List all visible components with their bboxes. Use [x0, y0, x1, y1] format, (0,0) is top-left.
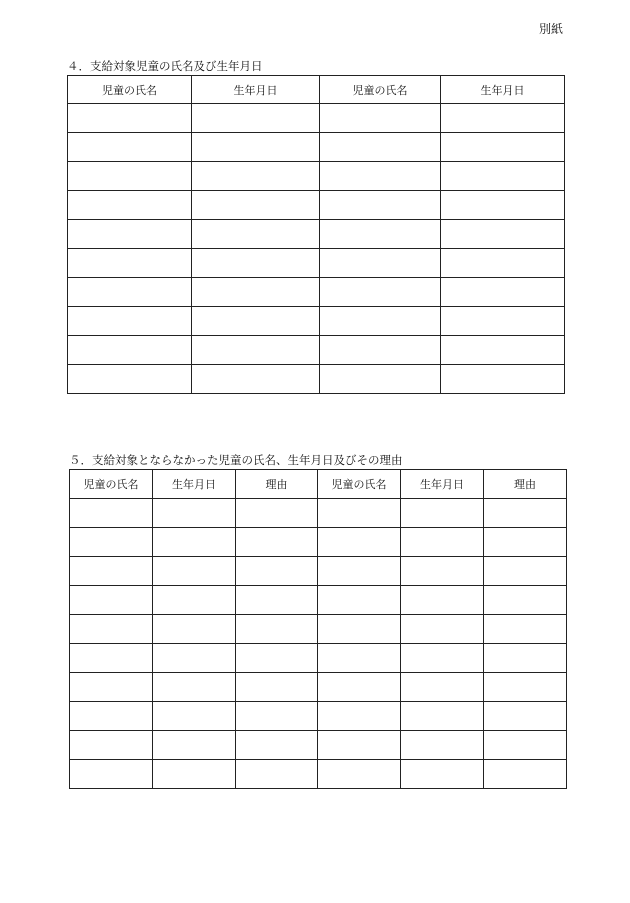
child-name-cell[interactable]: [320, 365, 441, 394]
birth-date-cell[interactable]: [192, 336, 320, 365]
child-name-cell[interactable]: [70, 557, 153, 586]
child-name-cell[interactable]: [68, 336, 192, 365]
reason-cell[interactable]: [236, 499, 318, 528]
child-name-cell[interactable]: [68, 191, 192, 220]
birth-date-cell[interactable]: [441, 104, 565, 133]
table-row: [70, 586, 567, 615]
header-birth-date: 生年月日: [153, 470, 236, 499]
birth-date-cell[interactable]: [401, 557, 484, 586]
header-child-name: 児童の氏名: [70, 470, 153, 499]
reason-cell[interactable]: [484, 702, 567, 731]
birth-date-cell[interactable]: [192, 104, 320, 133]
birth-date-cell[interactable]: [192, 162, 320, 191]
child-name-cell[interactable]: [70, 528, 153, 557]
reason-cell[interactable]: [236, 760, 318, 789]
table-header-row: [68, 76, 565, 104]
birth-date-cell[interactable]: [401, 615, 484, 644]
child-name-cell[interactable]: [70, 499, 153, 528]
header-reason: 理由: [484, 470, 567, 499]
birth-date-cell[interactable]: [441, 191, 565, 220]
child-name-cell[interactable]: [320, 307, 441, 336]
table-row: [70, 673, 567, 702]
child-name-cell[interactable]: [68, 133, 192, 162]
birth-date-cell[interactable]: [441, 336, 565, 365]
table-row: [70, 760, 567, 789]
birth-date-cell[interactable]: [401, 702, 484, 731]
reason-cell[interactable]: [484, 499, 567, 528]
reason-cell[interactable]: [236, 644, 318, 673]
child-name-cell[interactable]: [70, 586, 153, 615]
child-name-cell[interactable]: [318, 499, 401, 528]
table-row: [68, 336, 565, 365]
table-row: [68, 307, 565, 336]
table-row: [70, 557, 567, 586]
birth-date-cell[interactable]: [441, 278, 565, 307]
birth-date-cell[interactable]: [441, 307, 565, 336]
child-name-cell[interactable]: [320, 162, 441, 191]
table-row: [68, 249, 565, 278]
reason-cell[interactable]: [484, 673, 567, 702]
birth-date-cell[interactable]: [153, 557, 236, 586]
birth-date-cell[interactable]: [401, 499, 484, 528]
table-row: [68, 162, 565, 191]
table-row: [68, 278, 565, 307]
child-name-cell[interactable]: [318, 528, 401, 557]
section-5-title: ５．支給対象とならなかった児童の氏名、生年月日及びその理由: [69, 453, 403, 467]
attachment-label: 別紙: [539, 22, 564, 36]
reason-cell[interactable]: [236, 557, 318, 586]
ineligible-children-table: [69, 469, 567, 789]
birth-date-cell[interactable]: [153, 760, 236, 789]
reason-cell[interactable]: [484, 586, 567, 615]
header-child-name: 児童の氏名: [318, 470, 401, 499]
child-name-cell[interactable]: [68, 365, 192, 394]
child-name-cell[interactable]: [70, 731, 153, 760]
birth-date-cell[interactable]: [192, 307, 320, 336]
child-name-cell[interactable]: [70, 644, 153, 673]
birth-date-cell[interactable]: [192, 220, 320, 249]
birth-date-cell[interactable]: [153, 615, 236, 644]
birth-date-cell[interactable]: [153, 586, 236, 615]
birth-date-cell[interactable]: [192, 133, 320, 162]
birth-date-cell[interactable]: [401, 760, 484, 789]
birth-date-cell[interactable]: [153, 499, 236, 528]
birth-date-cell[interactable]: [401, 731, 484, 760]
birth-date-cell[interactable]: [401, 528, 484, 557]
birth-date-cell[interactable]: [153, 673, 236, 702]
reason-cell[interactable]: [484, 731, 567, 760]
birth-date-cell[interactable]: [153, 702, 236, 731]
reason-cell[interactable]: [236, 673, 318, 702]
child-name-cell[interactable]: [318, 760, 401, 789]
birth-date-cell[interactable]: [192, 249, 320, 278]
birth-date-cell[interactable]: [441, 365, 565, 394]
table-row: [70, 499, 567, 528]
reason-cell[interactable]: [236, 586, 318, 615]
child-name-cell[interactable]: [320, 133, 441, 162]
header-birth-date: 生年月日: [192, 76, 320, 104]
child-name-cell[interactable]: [68, 307, 192, 336]
reason-cell[interactable]: [484, 615, 567, 644]
birth-date-cell[interactable]: [192, 191, 320, 220]
child-name-cell[interactable]: [320, 191, 441, 220]
header-reason: 理由: [236, 470, 318, 499]
header-birth-date: 生年月日: [401, 470, 484, 499]
eligible-children-table: [67, 75, 565, 394]
child-name-cell[interactable]: [318, 644, 401, 673]
birth-date-cell[interactable]: [153, 644, 236, 673]
header-birth-date: 生年月日: [441, 76, 565, 104]
reason-cell[interactable]: [236, 702, 318, 731]
reason-cell[interactable]: [236, 528, 318, 557]
child-name-cell[interactable]: [320, 220, 441, 249]
section-4-title: ４．支給対象児童の氏名及び生年月日: [67, 59, 263, 73]
reason-cell[interactable]: [484, 644, 567, 673]
child-name-cell[interactable]: [318, 702, 401, 731]
birth-date-cell[interactable]: [192, 365, 320, 394]
table-row: [70, 731, 567, 760]
child-name-cell[interactable]: [320, 104, 441, 133]
birth-date-cell[interactable]: [441, 162, 565, 191]
birth-date-cell[interactable]: [401, 673, 484, 702]
birth-date-cell[interactable]: [441, 220, 565, 249]
birth-date-cell[interactable]: [401, 644, 484, 673]
reason-cell[interactable]: [484, 557, 567, 586]
child-name-cell[interactable]: [320, 336, 441, 365]
table-row: [68, 133, 565, 162]
table-header-row: [70, 470, 567, 499]
child-name-cell[interactable]: [318, 586, 401, 615]
header-child-name: 児童の氏名: [320, 76, 441, 104]
table-row: [70, 702, 567, 731]
child-name-cell[interactable]: [320, 278, 441, 307]
child-name-cell[interactable]: [318, 731, 401, 760]
child-name-cell[interactable]: [70, 673, 153, 702]
birth-date-cell[interactable]: [401, 586, 484, 615]
birth-date-cell[interactable]: [441, 249, 565, 278]
birth-date-cell[interactable]: [153, 528, 236, 557]
birth-date-cell[interactable]: [441, 133, 565, 162]
table-row: [68, 104, 565, 133]
table-row: [70, 644, 567, 673]
table-row: [68, 191, 565, 220]
table-row: [68, 220, 565, 249]
birth-date-cell[interactable]: [153, 731, 236, 760]
table-row: [70, 528, 567, 557]
child-name-cell[interactable]: [68, 278, 192, 307]
child-name-cell[interactable]: [318, 673, 401, 702]
child-name-cell[interactable]: [70, 702, 153, 731]
child-name-cell[interactable]: [70, 615, 153, 644]
table-row: [68, 365, 565, 394]
header-child-name: 児童の氏名: [68, 76, 192, 104]
child-name-cell[interactable]: [68, 220, 192, 249]
child-name-cell[interactable]: [320, 249, 441, 278]
table-row: [70, 615, 567, 644]
reason-cell[interactable]: [236, 731, 318, 760]
reason-cell[interactable]: [484, 528, 567, 557]
child-name-cell[interactable]: [68, 249, 192, 278]
reason-cell[interactable]: [484, 760, 567, 789]
reason-cell[interactable]: [236, 615, 318, 644]
child-name-cell[interactable]: [70, 760, 153, 789]
child-name-cell[interactable]: [68, 162, 192, 191]
child-name-cell[interactable]: [318, 615, 401, 644]
birth-date-cell[interactable]: [192, 278, 320, 307]
child-name-cell[interactable]: [318, 557, 401, 586]
child-name-cell[interactable]: [68, 104, 192, 133]
